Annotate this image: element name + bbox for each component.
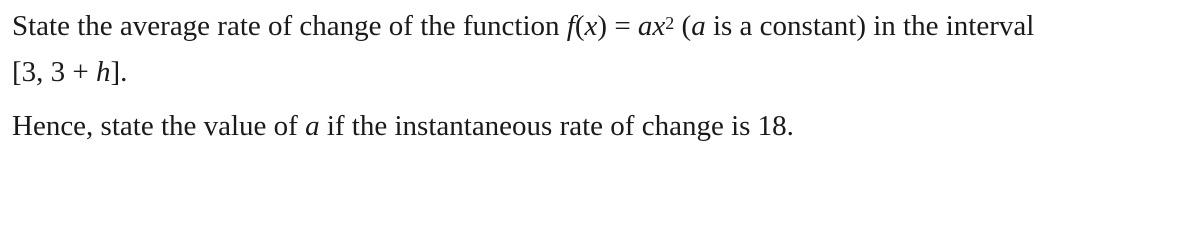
question-text: if the instantaneous rate of change is 18. (319, 110, 794, 142)
constant-a: a (305, 110, 320, 142)
variable-x: x (652, 10, 666, 42)
question-line-1 (12, 10, 1034, 43)
paren: ) (597, 10, 608, 42)
question-text: State the average rate of change of the function (12, 10, 567, 42)
paren: ( (574, 10, 585, 42)
interval-close: ]. (110, 56, 128, 88)
constant-a: a (637, 10, 653, 42)
question-text: is a constant) in the interval (705, 10, 1035, 42)
question-line-2 (12, 56, 127, 89)
variable-h: h (96, 56, 111, 88)
constant-a: a (691, 10, 706, 42)
paren: ( (674, 10, 692, 42)
equals-sign: = (607, 10, 638, 42)
variable-x: x (584, 10, 598, 42)
question-line-3 (12, 110, 794, 143)
interval-open: [3, 3 + (12, 56, 97, 88)
exponent: 2 (665, 13, 675, 33)
question-text: Hence, state the value of (12, 110, 306, 142)
function-name: f (566, 10, 575, 42)
